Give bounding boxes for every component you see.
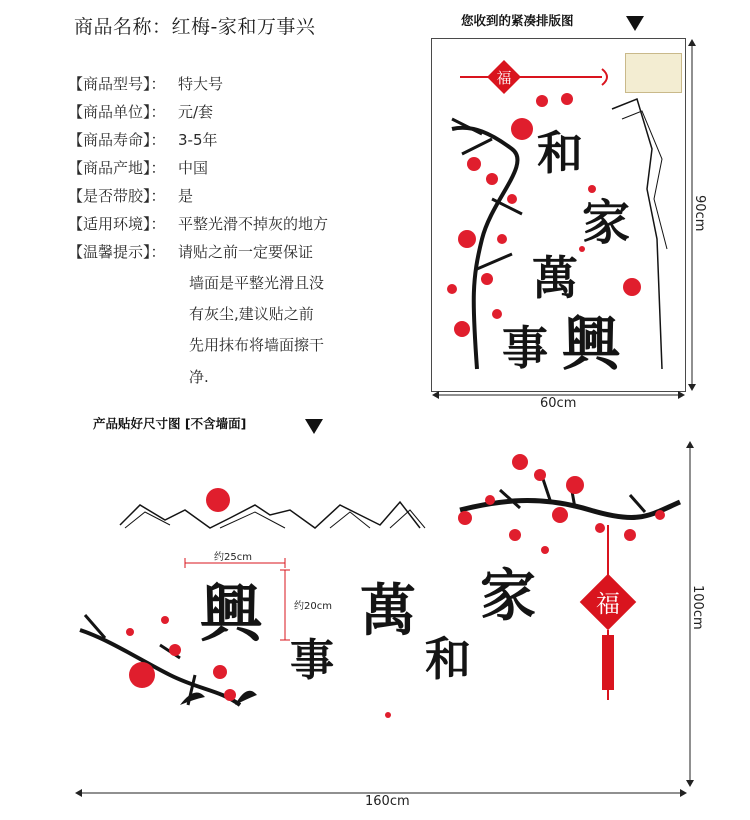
spec-row	[68, 185, 193, 206]
spec-key: 【适用环境】：	[68, 215, 166, 233]
installed-header: 产品贴好尺寸图 [不含墙面]	[93, 416, 247, 431]
note-line: 有灰尘,建议贴之前	[189, 305, 314, 323]
layout-width-label: 60cm	[540, 396, 577, 411]
calligraphy-he: 和	[537, 126, 583, 180]
layout-artwork	[432, 39, 685, 391]
spec-key: 【商品单位】：	[68, 103, 166, 121]
down-arrow-icon	[626, 16, 644, 31]
layout-preview-header: 您收到的紧凑排版图	[461, 13, 574, 28]
spec-value: 平整光滑不掉灰的地方	[178, 215, 329, 233]
spec-key: 【是否带胶】：	[68, 187, 166, 205]
spec-row	[68, 213, 328, 234]
spec-value: 特大号	[178, 75, 224, 93]
down-arrow-icon	[305, 419, 323, 434]
fu-character: 福	[596, 590, 620, 618]
fu-character: 福	[496, 69, 512, 87]
spec-value: 3-5年	[178, 131, 218, 149]
calligraphy-shi: 事	[502, 321, 548, 375]
calligraphy-jia: 家	[480, 563, 536, 629]
installed-height-label: 100cm	[690, 585, 705, 630]
product-title: 商品名称：红梅-家和万事兴	[74, 16, 316, 38]
installed-artwork	[70, 440, 690, 740]
layout-height-label: 90cm	[692, 195, 707, 232]
spec-row	[68, 241, 313, 262]
calligraphy-xing: 興	[200, 577, 263, 650]
spec-row	[68, 129, 218, 150]
installed-width-label: 160cm	[365, 794, 410, 809]
spec-key: 【商品寿命】：	[68, 131, 166, 149]
spec-row	[68, 157, 208, 178]
spec-row	[68, 73, 223, 94]
calligraphy-shi: 事	[290, 635, 334, 686]
note-line: 墙面是平整光滑且没	[189, 274, 325, 292]
layout-sheet	[431, 38, 686, 392]
note-line: 先用抹布将墙面擦干	[189, 336, 325, 354]
spec-value: 是	[178, 187, 194, 205]
char-width-label: 约25cm	[214, 552, 252, 563]
spec-row	[68, 101, 213, 122]
note-line: 净.	[189, 368, 209, 386]
spec-value: 请贴之前一定要保证	[178, 243, 314, 261]
calligraphy-xing: 興	[562, 310, 621, 378]
calligraphy-wan: 萬	[360, 578, 416, 644]
spec-value: 元/套	[178, 103, 214, 121]
char-height-label: 约20cm	[294, 601, 332, 612]
calligraphy-wan: 萬	[532, 251, 578, 305]
spec-key: 【商品产地】：	[68, 159, 166, 177]
spec-value: 中国	[178, 159, 209, 177]
calligraphy-he: 和	[425, 632, 471, 686]
calligraphy-jia: 家	[582, 195, 631, 251]
spec-key: 【商品型号】：	[68, 75, 166, 93]
spec-key: 【温馨提示】：	[68, 243, 166, 261]
